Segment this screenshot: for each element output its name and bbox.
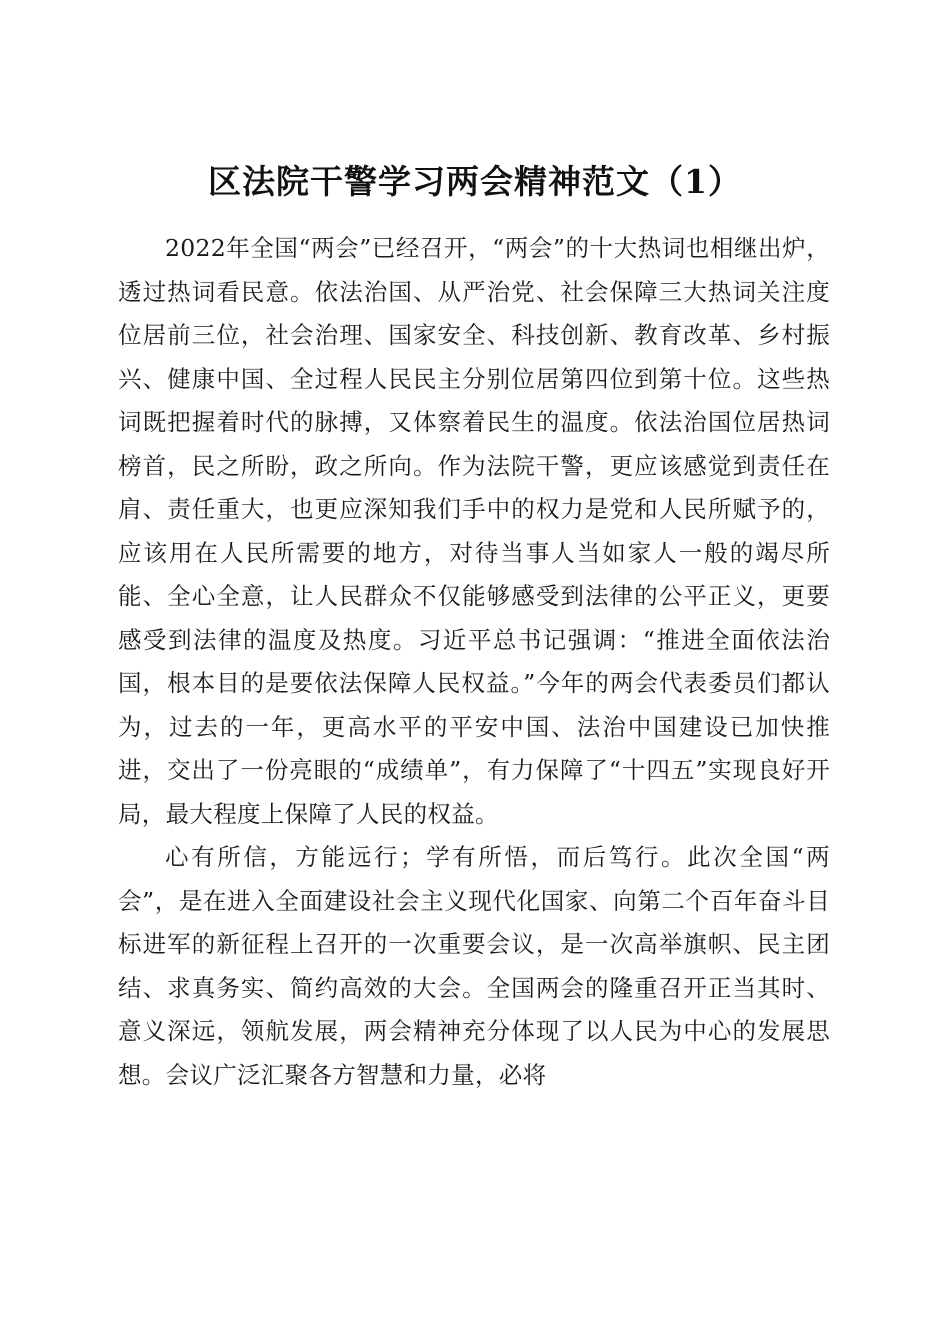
document-body [118,227,830,1097]
paragraph-2: 心有所信，方能远行；学有所悟，而后笃行。此次全国“两会”，是在进入全面建设社会主义现代化国家、向第二个百年奋斗目标进军的新征程上召开的一次重要会议，是一次高举旗帜、民主团结、求真务实、简约高效的大会。全国两会的隆重召开正当其时、意义深远，领航发展，两会精神充分体现了以人民为中心的发展思想。会议广泛汇聚各方智慧和力量，必将 [118,843,830,1089]
document-title: 区法院干警学习两会精神范文（1） [208,162,742,202]
paragraph-1: 2022年全国“两会”已经召开，“两会”的十大热词也相继出炉，透过热词看民意。依法治国、从严治党、社会保障三大热词关注度位居前三位，社会治理、国家安全、科技创新、教育改革、乡村振兴、健康中国、全过程人民民主分别位居第四位到第十位。这些热词既把握着时代的脉搏，又体察着民生的温度。依法治国位居热词榜首，民之所盼，政之所向。作为法院干警，更应该感觉到责任在肩、责任重大，也更应深知我们手中的权力是党和人民所赋予的，应该用在人民所需要的地方，对待当事人当如家人一般的竭尽所能、全心全意，让人民群众不仅能够感受到法律的公平正义，更要感受到法律的温度及热度。习近平总书记强调：“推进全面依法治国，根本目的是要依法保障人民权益。”今年的两会代表委员们都认为，过去的一年，更高水平的平安中国、法治中国建设已加快推进，交出了一份亮眼的“成绩单”，有力保障了“十四五”实现良好开局，最大程度上保障了人民的权益。 [118,234,830,828]
